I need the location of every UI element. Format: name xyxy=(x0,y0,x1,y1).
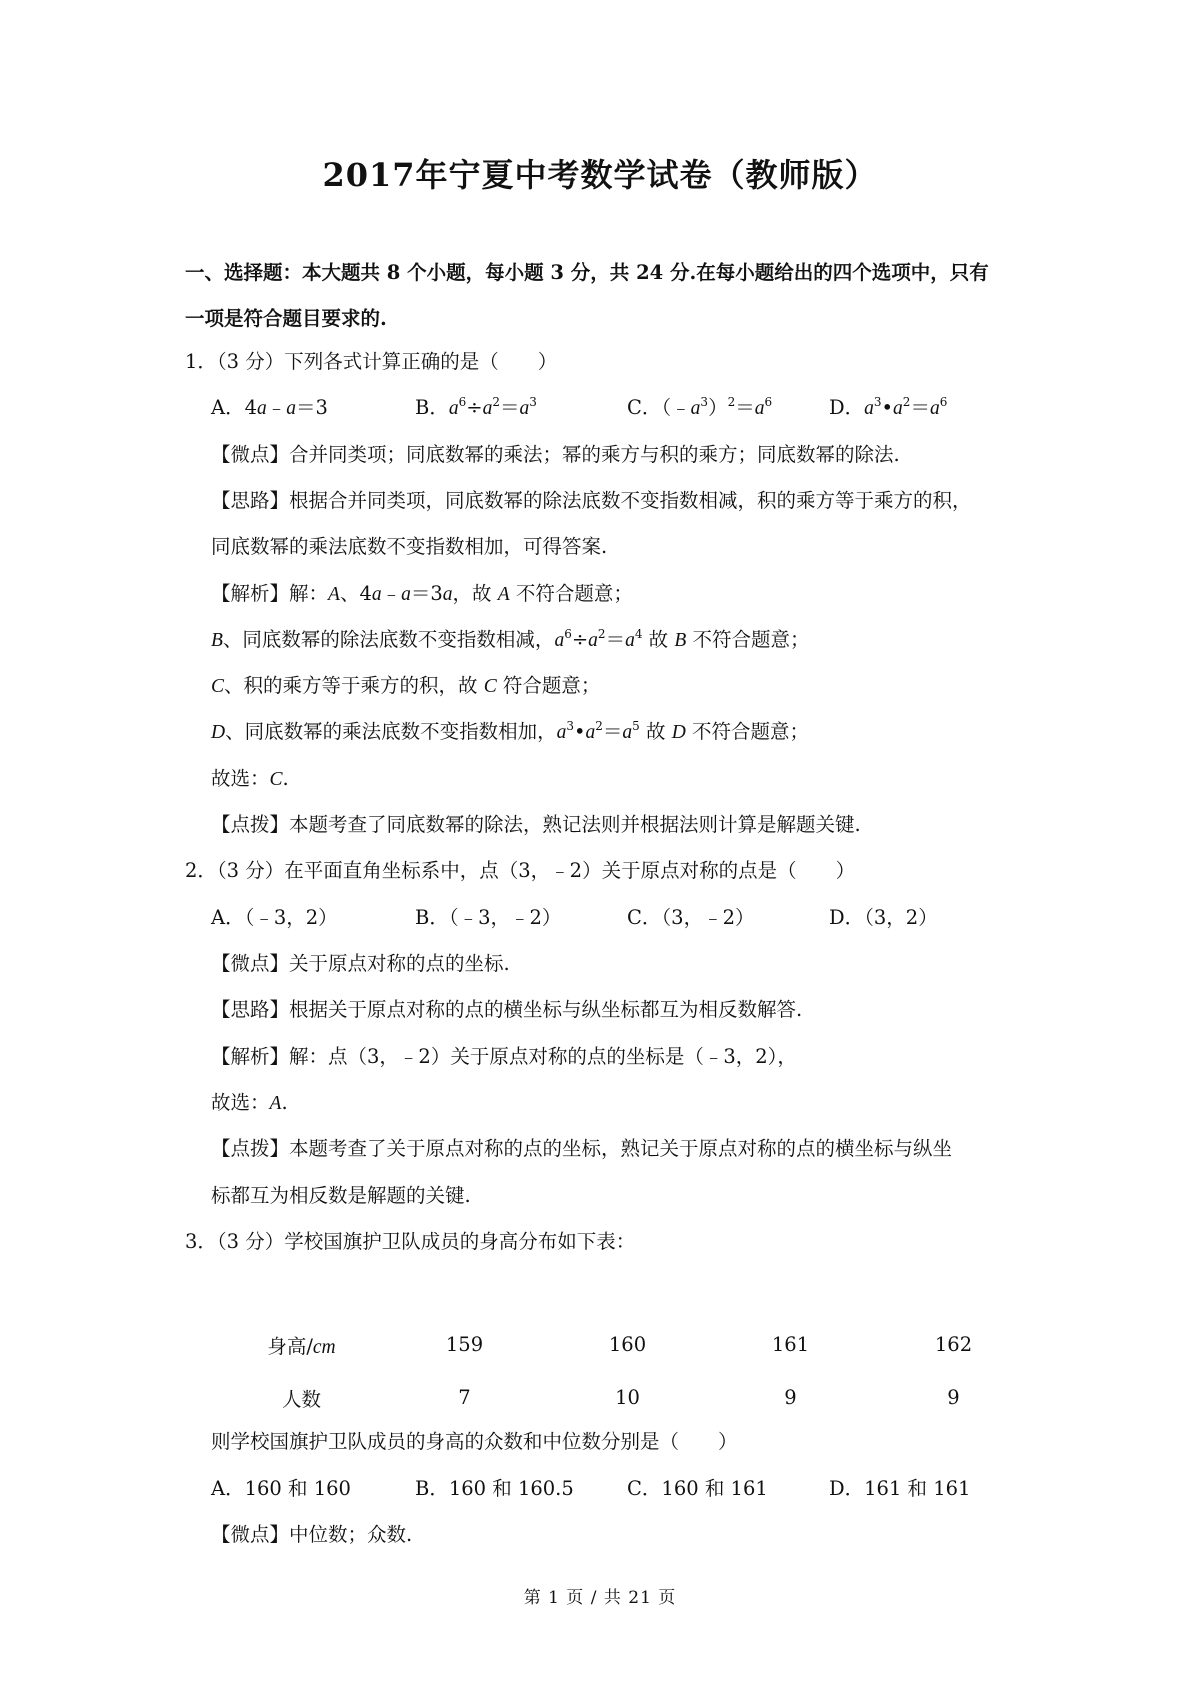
section-heading xyxy=(185,250,1025,342)
q1-stem: 1．（3 分）下列各式计算正确的是（ ） xyxy=(185,350,558,373)
q1-solution-c: C、积的乘方等于乘方的积，故 C 符合题意； xyxy=(211,674,601,697)
q2-key-points: 【微点】关于原点对称的点的坐标. xyxy=(211,952,510,975)
q2-option-b: B．（﹣3，﹣2） xyxy=(415,906,562,929)
q3-option-a: A．160 和 160 xyxy=(211,1477,351,1500)
q1-option-b: B．$a^6\div a^2=a^3$ xyxy=(415,395,537,419)
q3-option-c: C．160 和 161 xyxy=(627,1477,768,1500)
page-footer: 第 1 页 / 共 21 页 xyxy=(523,1588,677,1608)
table-header-cell: 159 xyxy=(445,1333,484,1356)
q1-solution-a: 【解析】解：A、4a﹣a＝3a，故 A 不符合题意； xyxy=(211,582,633,605)
q2-answer: 故选：A. xyxy=(211,1091,288,1114)
q3-option-d: D．161 和 161 xyxy=(829,1477,971,1500)
q1-key-points: 【微点】合并同类项；同底数幂的乘法；幂的乘方与积的乘方；同底数幂的除法. xyxy=(211,443,900,466)
q2-approach: 【思路】根据关于原点对称的点的横坐标与纵坐标都互为相反数解答. xyxy=(211,998,803,1021)
table-header-cell: 身高/cm xyxy=(267,1334,336,1358)
q2-stem: 2．（3 分）在平面直角坐标系中，点（3，﹣2）关于原点对称的点是（ ） xyxy=(185,859,856,882)
q3-option-b: B．160 和 160.5 xyxy=(415,1477,574,1500)
q2-remark-line-2: 标都互为相反数是解题的关键. xyxy=(211,1184,471,1207)
q1-answer: 故选：C. xyxy=(211,767,289,790)
table-header-cell: 160 xyxy=(608,1333,647,1356)
table-cell: 10 xyxy=(615,1386,640,1409)
q1-solution-d: D、同底数幂的乘法底数不变指数相加，$a^3•a^2=a^5$ 故 D 不符合题意； xyxy=(211,719,810,743)
q2-option-d: D．（3，2） xyxy=(829,906,938,929)
section-heading-line-1: 一、选择题：本大题共 8 个小题，每小题 3 分，共 24 分.在每小题给出的四个选项中，只有 xyxy=(185,261,989,284)
q2-remark-line-1: 【点拨】本题考查了关于原点对称的点的坐标，熟记关于原点对称的点的横坐标与纵坐 xyxy=(211,1137,953,1160)
height-table xyxy=(220,1318,1035,1424)
q1-option-d: D．$a^3•a^2=a^6$ xyxy=(829,395,948,419)
table-cell: 人数 xyxy=(281,1387,321,1411)
section-heading-line-2: 一项是符合题目要求的. xyxy=(185,307,387,330)
q1-option-a: A．4a﹣a＝3 xyxy=(211,396,328,419)
q1-option-c: C．$(﹣a^3)^2=a^6$ xyxy=(627,395,773,419)
q3-key-points: 【微点】中位数；众数. xyxy=(211,1523,413,1546)
table-row xyxy=(220,1371,1035,1424)
table-header-cell: 162 xyxy=(934,1333,973,1356)
q3-stem: 3．（3 分）学校国旗护卫队成员的身高分布如下表： xyxy=(185,1230,636,1253)
q1-solution-b: B、同底数幂的除法底数不变指数相减，$a^6\div a^2=a^4$ 故 B 不符合题意； xyxy=(211,627,810,651)
q1-approach-line-1: 【思路】根据合并同类项，同底数幂的除法底数不变指数相减，积的乘方等于乘方的积， xyxy=(211,489,972,512)
q1-remark: 【点拨】本题考查了同底数幂的除法，熟记法则并根据法则计算是解题关键. xyxy=(211,813,861,836)
q3-question: 则学校国旗护卫队成员的身高的众数和中位数分别是（ ） xyxy=(211,1430,738,1453)
table-row xyxy=(220,1318,1035,1371)
table-cell: 7 xyxy=(458,1386,471,1409)
q2-option-a: A．（﹣3，2） xyxy=(211,906,338,929)
page-title: 2017年宁夏中考数学试卷（教师版） xyxy=(322,156,878,194)
table-cell: 9 xyxy=(784,1386,797,1409)
q2-solution: 【解析】解：点（3，﹣2）关于原点对称的点的坐标是（﹣3，2）， xyxy=(211,1045,797,1068)
table-header-cell: 161 xyxy=(771,1333,810,1356)
table-cell: 9 xyxy=(947,1386,960,1409)
q1-approach-line-2: 同底数幂的乘法底数不变指数相加，可得答案. xyxy=(211,535,608,558)
q2-option-c: C．（3，﹣2） xyxy=(627,906,755,929)
